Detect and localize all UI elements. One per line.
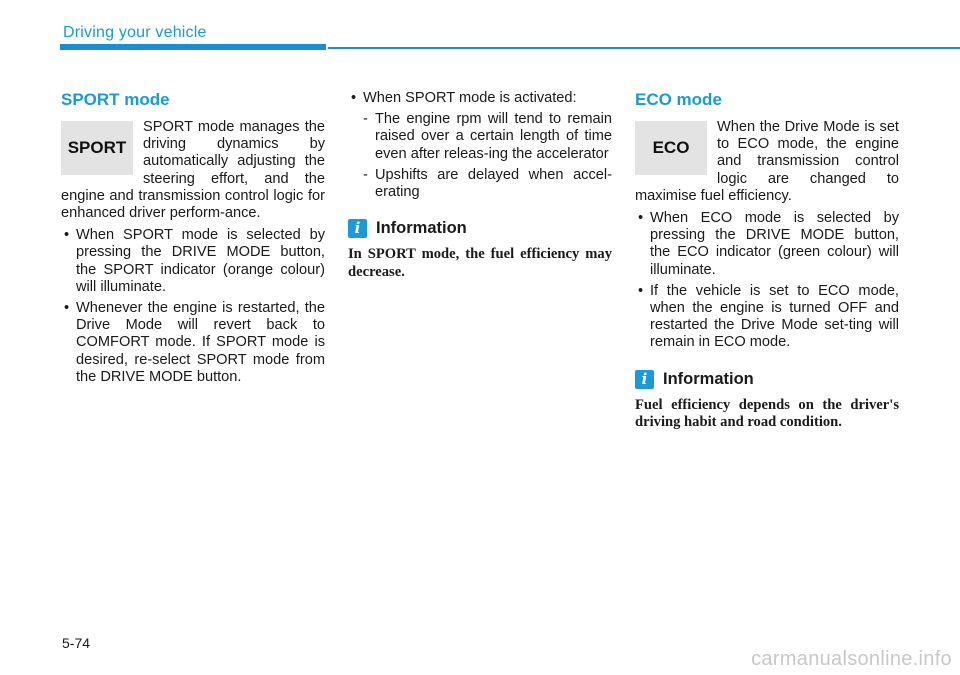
header-rule-thin — [328, 47, 960, 49]
info-icon: i — [635, 370, 654, 389]
eco-info-header — [635, 370, 899, 389]
eco-intro: When the Drive Mode is set to ECO mode, the engine and transmission control logic are changed to maximise fuel efficiency. — [635, 119, 899, 204]
sport-mode-section — [61, 90, 325, 390]
eco-badge-icon: ECO — [635, 121, 707, 175]
sport-info-title: Information — [376, 219, 467, 238]
sport-mode-title: SPORT mode — [61, 90, 170, 109]
eco-mode-section — [635, 90, 899, 432]
sport-activated-list — [348, 90, 612, 107]
watermark: carmanualsonline.info — [751, 648, 952, 670]
list-item: • If the vehicle is set to ECO mode, when the engine is turned OFF and restarted the Drive Mode set-ting will remain in ECO mode. — [635, 283, 899, 352]
eco-info-title: Information — [663, 369, 754, 388]
sport-intro: SPORT mode manages the driving dynamics by automatically adjusting the steering effort, and the engine and transmission control logic for enhanced driver perform-ance. — [61, 119, 325, 222]
sport-bullet-list — [61, 227, 325, 386]
info-icon: i — [348, 219, 367, 238]
header-title: Driving your vehicle — [63, 24, 207, 41]
eco-mode-title: ECO mode — [635, 90, 722, 109]
list-item: - The engine rpm will tend to remain raised over a certain length of time even after releas-ing the accelerator — [363, 111, 612, 163]
list-item: • When SPORT mode is selected by pressing the DRIVE MODE button, the SPORT indicator (orange colour) will illuminate. — [61, 227, 325, 296]
eco-bullet-list — [635, 210, 899, 352]
page-number: 5-74 — [62, 635, 91, 651]
sport-info-text: In SPORT mode, the fuel efficiency may decrease. — [348, 246, 612, 280]
sport-activated-section — [348, 90, 612, 281]
sport-info-header — [348, 219, 612, 238]
list-item: - Upshifts are delayed when accel-erating — [363, 167, 612, 201]
sport-badge-icon: SPORT — [61, 121, 133, 175]
list-item: • When SPORT mode is activated: — [348, 90, 612, 107]
sport-activated-subitems — [348, 111, 612, 201]
header-rule-thick — [60, 44, 326, 50]
list-item: • Whenever the engine is restarted, the Drive Mode will revert back to COMFORT mode. If SPORT mode is desired, re-select SPORT mode from the DRIVE MODE button. — [61, 300, 325, 386]
list-item: • When ECO mode is selected by pressing the DRIVE MODE button, the ECO indicator (green colour) will illuminate. — [635, 210, 899, 279]
eco-info-text: Fuel efficiency depends on the driver's driving habit and road condition. — [635, 396, 899, 431]
